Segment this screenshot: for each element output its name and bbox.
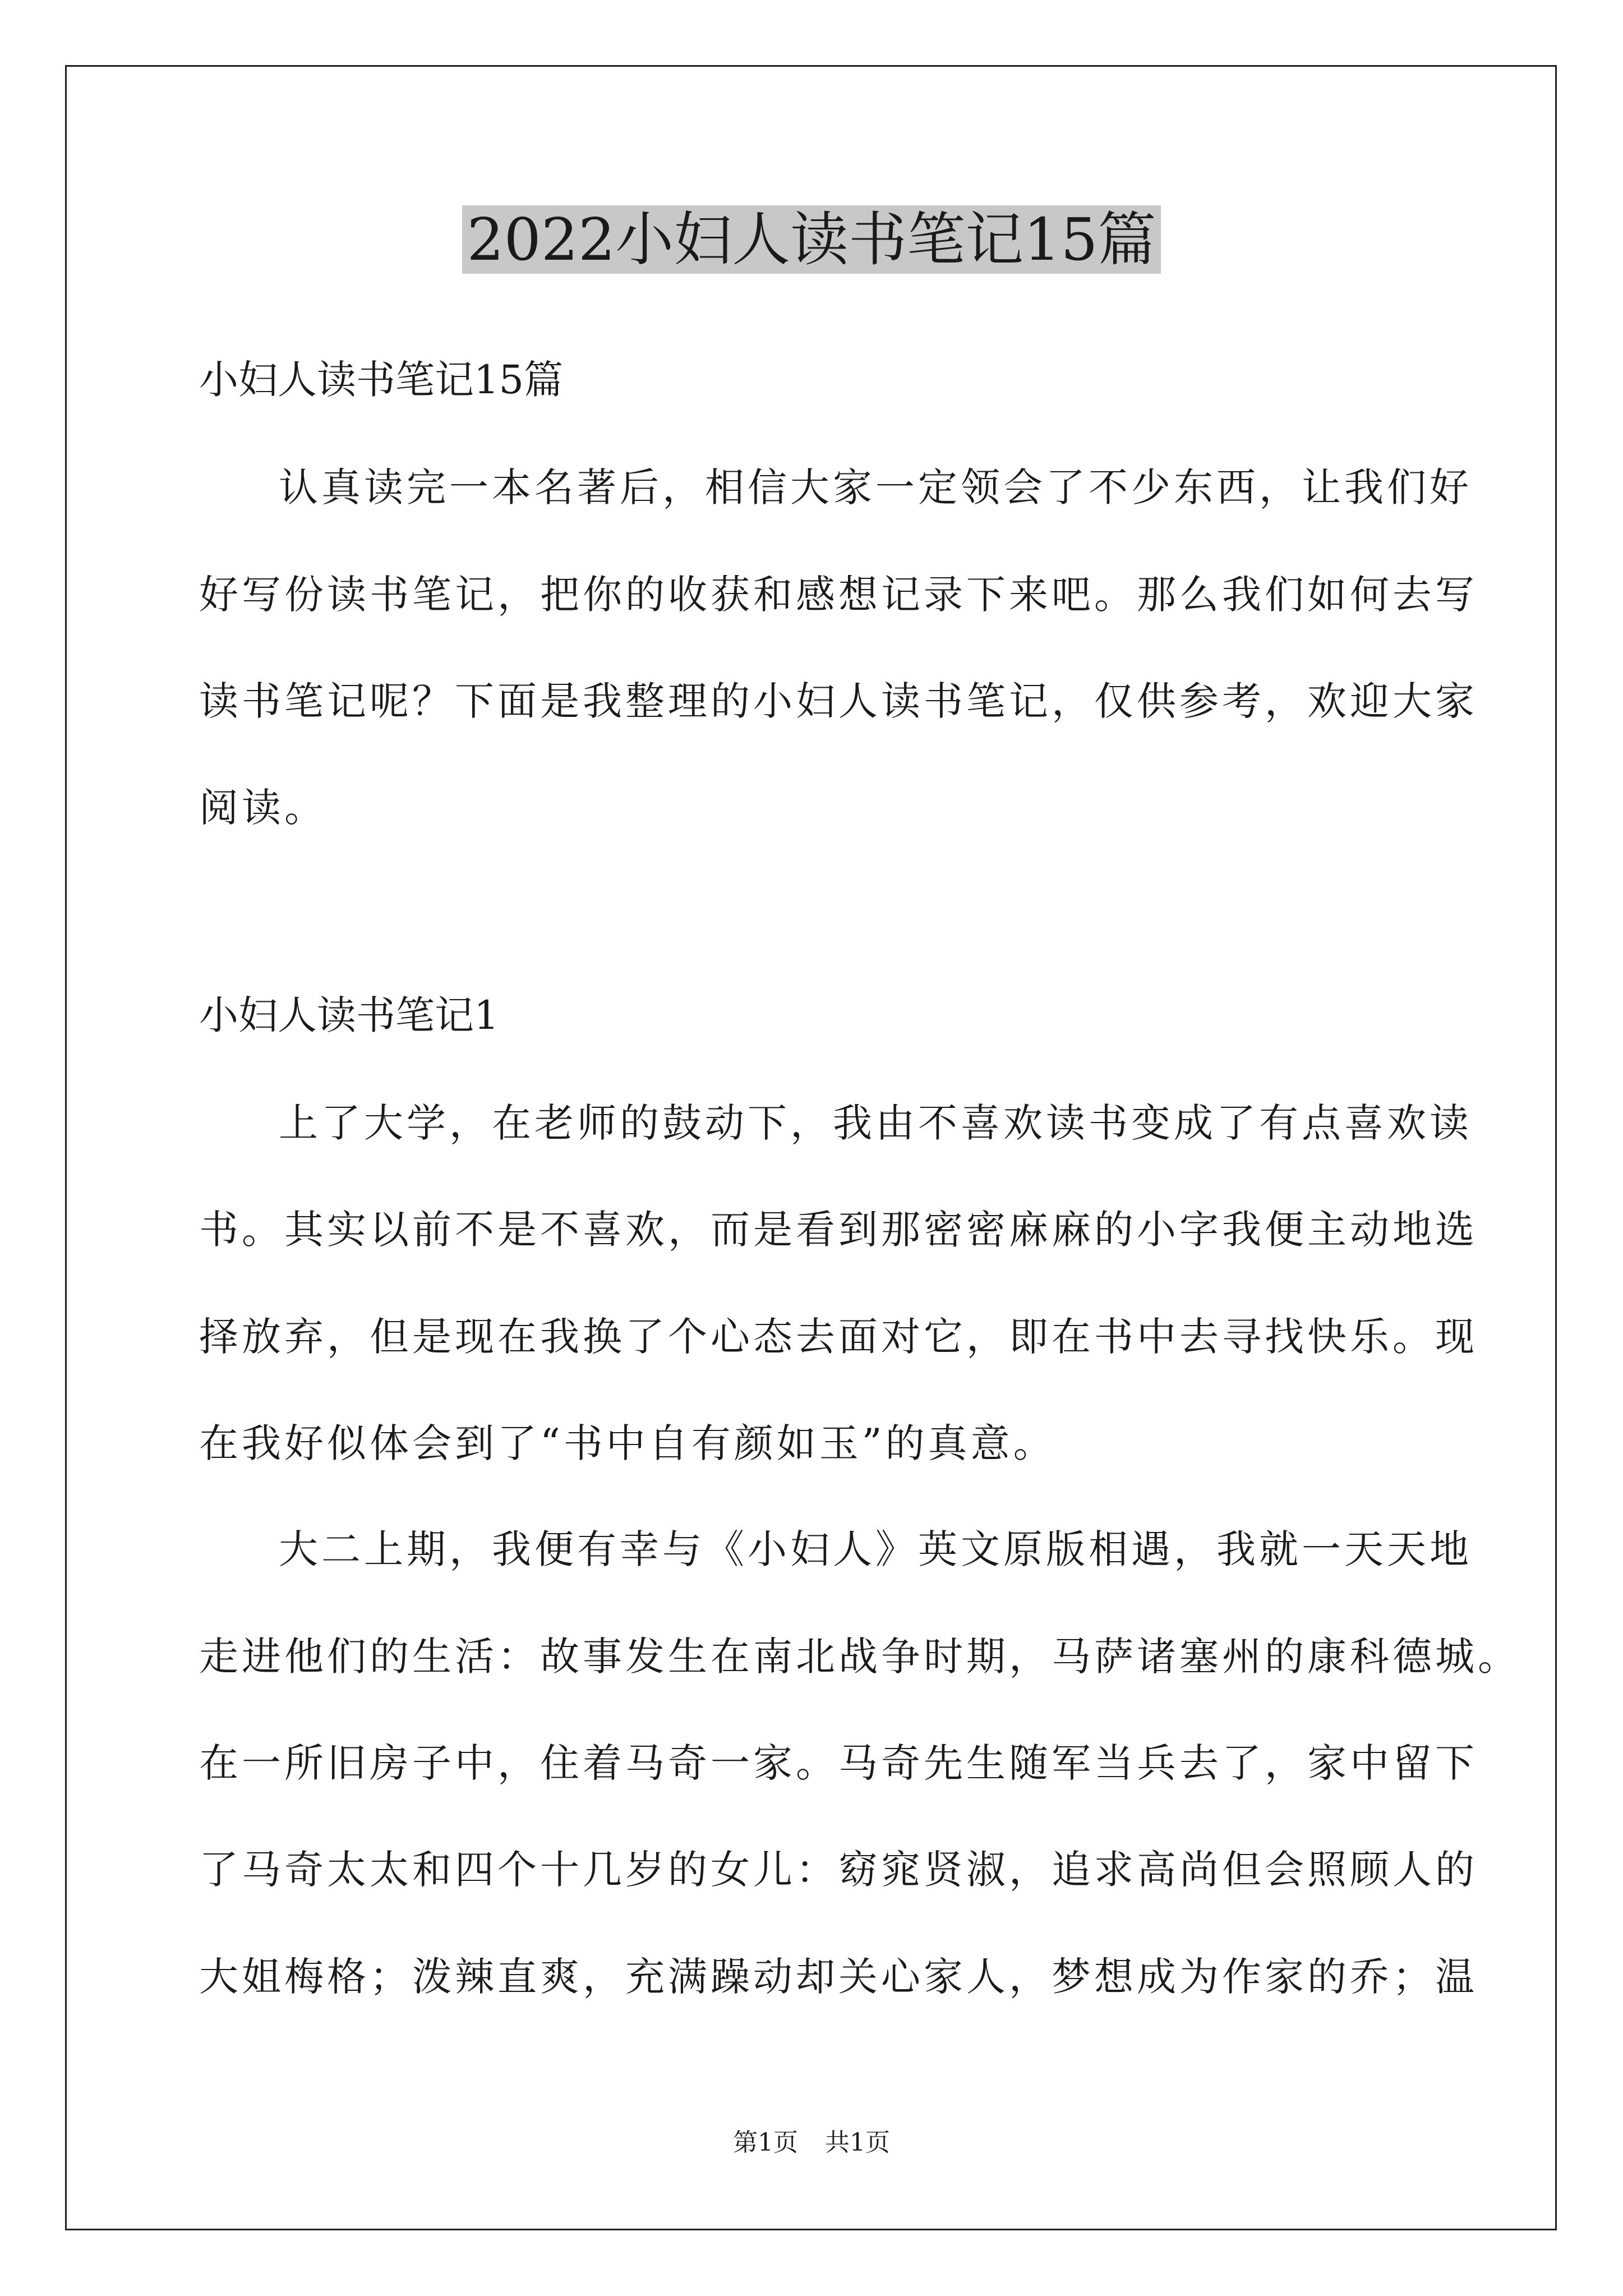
document-subtitle: 小妇人读书笔记15篇	[199, 357, 564, 403]
document-title	[0, 197, 1623, 282]
section-heading: 小妇人读书笔记1	[199, 992, 499, 1038]
paragraph2-line-2: 走进他们的生活：故事发生在南北战争时期，马萨诸塞州的康科德城。	[199, 1634, 1520, 1680]
intro-line-4: 阅读。	[199, 785, 327, 831]
paragraph2-line-1: 大二上期，我便有幸与《小妇人》英文原版相遇，我就一天天地	[279, 1526, 1472, 1572]
document-title-text: 2022小妇人读书笔记15篇	[462, 205, 1160, 274]
intro-line-3: 读书笔记呢？下面是我整理的小妇人读书笔记，仅供参考，欢迎大家	[199, 678, 1478, 724]
page-number: 第1页	[733, 2128, 798, 2157]
paragraph1-line-4: 在我好似体会到了“书中自有颜如玉”的真意。	[199, 1420, 1056, 1466]
paragraph1-line-2: 书。其实以前不是不喜欢，而是看到那密密麻麻的小字我便主动地选	[199, 1207, 1478, 1253]
intro-line-2: 好写份读书笔记，把你的收获和感想记录下来吧。那么我们如何去写	[199, 572, 1478, 618]
paragraph2-line-5: 大姐梅格；泼辣直爽，充满躁动却关心家人，梦想成为作家的乔；温	[199, 1954, 1478, 2000]
paragraph2-line-4: 了马奇太太和四个十几岁的女儿：窈窕贤淑，追求高尚但会照顾人的	[199, 1847, 1478, 1893]
page-total: 共1页	[825, 2128, 890, 2157]
paragraph1-line-3: 择放弃，但是现在我换了个心态去面对它，即在书中去寻找快乐。现	[199, 1314, 1478, 1360]
paragraph2-line-3: 在一所旧房子中，住着马奇一家。马奇先生随军当兵去了，家中留下	[199, 1740, 1478, 1786]
paragraph1-line-1: 上了大学，在老师的鼓动下，我由不喜欢读书变成了有点喜欢读	[279, 1100, 1472, 1146]
intro-line-1: 认真读完一本名著后，相信大家一定领会了不少东西，让我们好	[279, 464, 1472, 510]
page-footer	[0, 2126, 1623, 2160]
